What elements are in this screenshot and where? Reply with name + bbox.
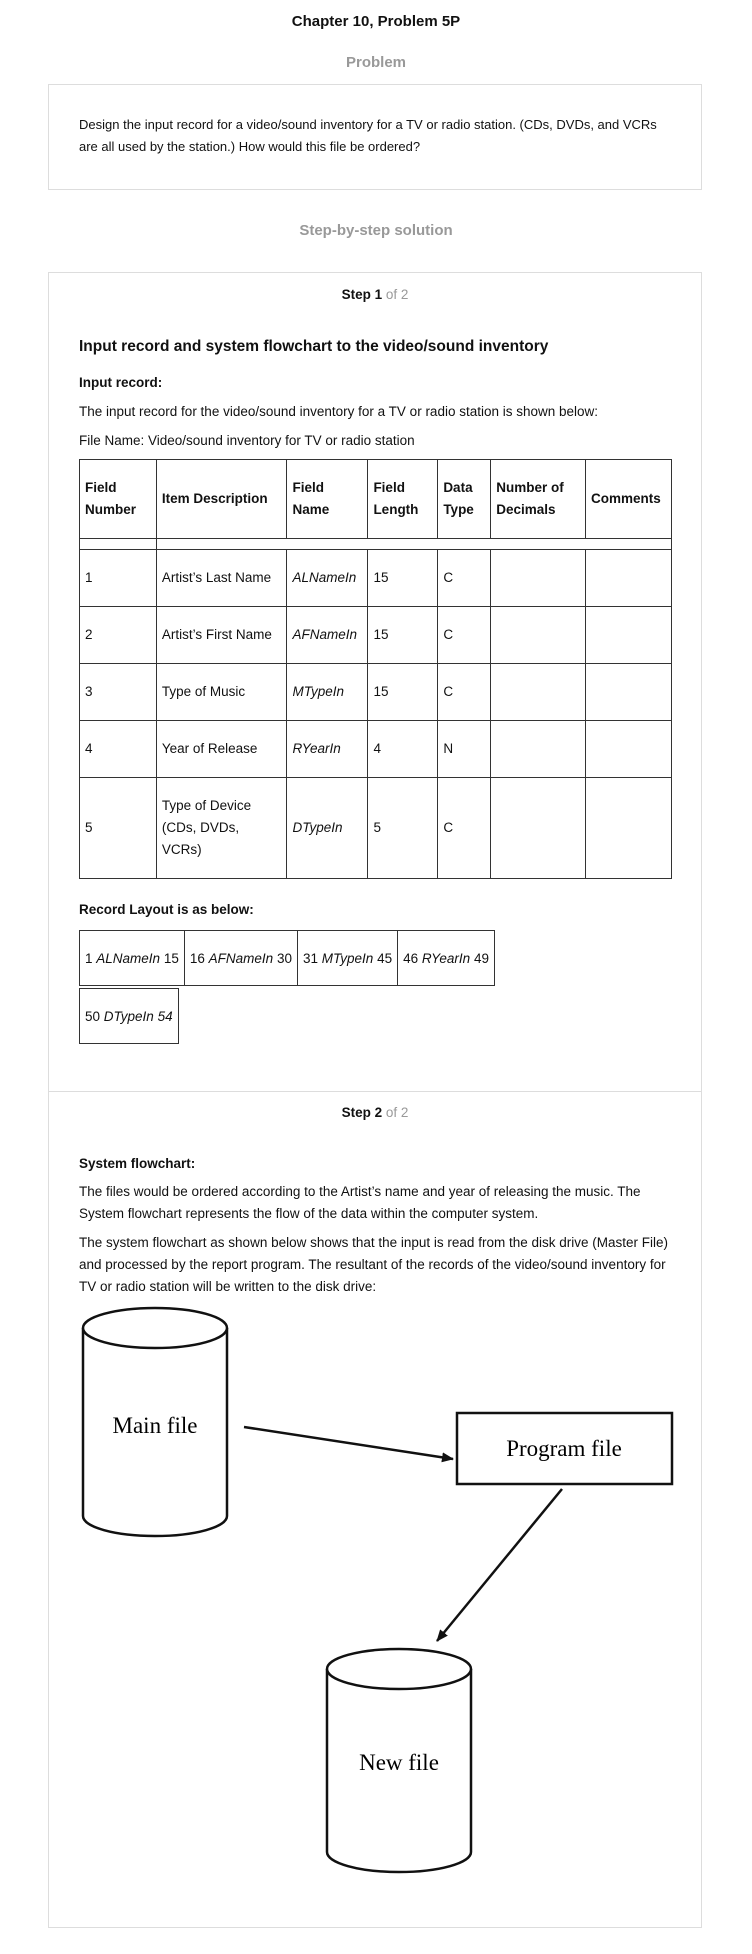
step2-label: Step 2 [341, 1105, 383, 1120]
step2-para1: The files would be ordered according to the Artist’s name and year of releasing the music. The System flowchart represents the flow of the data within the computer system. [79, 1184, 641, 1221]
file-name: File Name: Video/sound inventory for TV or radio station [79, 433, 415, 448]
layout-cell: 16 AFNameIn 30 [184, 930, 298, 986]
table-cell: 15 [368, 550, 438, 607]
table-cell: RYearIn [287, 721, 368, 778]
layout-cell: 50 DTypeIn 54 [79, 988, 179, 1044]
arrow-main-to-program [244, 1427, 453, 1459]
layout-cell: 31 MTypeIn 45 [297, 930, 398, 986]
table-cell: 15 [368, 664, 438, 721]
table-cell: 4 [80, 721, 157, 778]
new-file-label: New file [359, 1750, 439, 1775]
table-cell: Type of Device (CDs, DVDs, VCRs) [156, 778, 287, 879]
arrow-program-to-new [437, 1489, 562, 1641]
new-file-cylinder [327, 1649, 471, 1872]
table-cell: C [438, 778, 491, 879]
input-record-intro: The input record for the video/sound inventory for a TV or radio station is shown below: [79, 404, 599, 419]
table-header-cell: Number of Decimals [491, 460, 586, 539]
table-cell: N [438, 721, 491, 778]
table-cell: DTypeIn [287, 778, 368, 879]
table-cell: 15 [368, 607, 438, 664]
table-cell: C [438, 550, 491, 607]
program-file-label: Program file [506, 1436, 622, 1461]
solution-heading: Step-by-step solution [299, 222, 453, 239]
input-record-subheading: Input record: [79, 375, 163, 390]
step2-para2: The system flowchart as shown below shows that the input is read from the disk drive (Master File) and processed by the report program. The resultant of the records of the video/sound inventory for TV or radio station will be written to the disk drive: [79, 1235, 668, 1294]
table-cell: Type of Music [156, 664, 287, 721]
table-cell: Year of Release [156, 721, 287, 778]
step1-label: Step 1 [341, 287, 383, 302]
table-cell: 5 [80, 778, 157, 879]
table-cell: Artist’s First Name [156, 607, 287, 664]
table-header-cell: Field Number [80, 460, 157, 539]
table-cell: 5 [368, 778, 438, 879]
table-header-cell: Data Type [438, 460, 491, 539]
main-file-label: Main file [112, 1413, 198, 1438]
table-cell: AFNameIn [287, 607, 368, 664]
table-header-cell: Comments [585, 460, 671, 539]
system-flowchart [49, 273, 701, 1927]
table-cell: C [438, 664, 491, 721]
table-cell: MTypeIn [287, 664, 368, 721]
problem-box [48, 84, 702, 190]
layout-cell: 46 RYearIn 49 [397, 930, 495, 986]
table-header-cell: Item Description [156, 460, 287, 539]
problem-text: Design the input record for a video/sound inventory for a TV or radio station. (CDs, DVDs, and VCRs are all used by the station.) How would this file be ordered? [79, 117, 657, 154]
step1-heading: Input record and system flowchart to the video/sound inventory [79, 338, 549, 355]
table-cell: ALNameIn [287, 550, 368, 607]
solution-box [48, 272, 702, 1928]
table-cell: 2 [80, 607, 157, 664]
table-cell: 4 [368, 721, 438, 778]
table-header-cell: Field Name [287, 460, 368, 539]
table-cell: 3 [80, 664, 157, 721]
layout-cell: 1 ALNameIn 15 [79, 930, 185, 986]
page-title: Chapter 10, Problem 5P [291, 13, 461, 30]
table-cell: C [438, 607, 491, 664]
main-file-cylinder [83, 1308, 227, 1536]
table-cell: Artist’s Last Name [156, 550, 287, 607]
table-header-cell: Field Length [368, 460, 438, 539]
layout-heading: Record Layout is as below: [79, 902, 254, 917]
step2-of: of 2 [385, 1105, 409, 1120]
program-file-box [457, 1413, 672, 1484]
table-cell: 1 [80, 550, 157, 607]
step1-of: of 2 [385, 287, 409, 302]
problem-heading: Problem [345, 54, 406, 71]
flowchart-subheading: System flowchart: [79, 1156, 196, 1171]
